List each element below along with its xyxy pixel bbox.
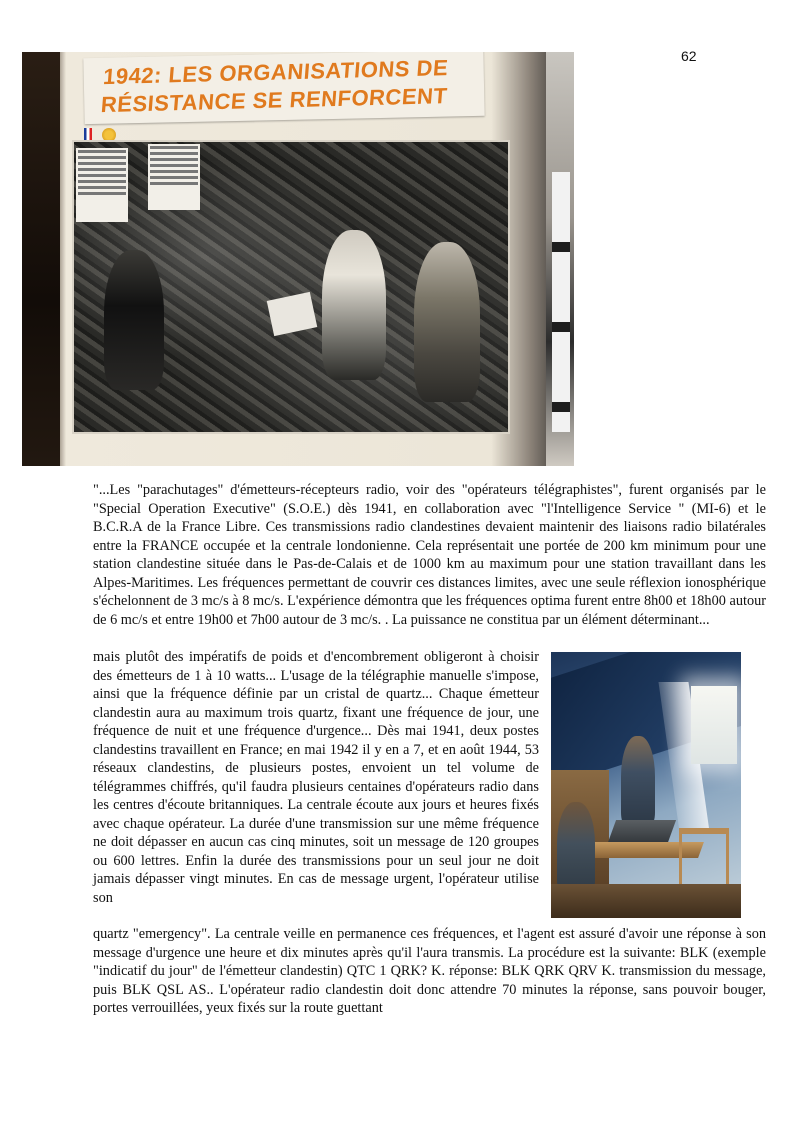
illustration-window [691,686,737,764]
exhibit-banner-title [100,53,494,119]
bottom-paragraph-text: quartz "emergency". La centrale veille en permanence ces fréquences, et l'agent est assuré d'avoir une réponse à son message d'urgence une heure et dix minutes après qu'il l'aura transmis. La procédure est la suivante: BLK (exemple "indicatif du jour" de l'émetteur clandestin) QTC 1 QRK? K. réponse: BLK QRK QRV K. transmission du message, puis BLK QSL AS.. L'opérateur radio clandestin doit donc attendre 70 minutes la réponse, sans pouvoir bouger, portes verrouillées, yeux fixés sur la route guettant [93,926,766,1016]
exhibit-caption-block [76,148,128,222]
french-flag-icon [84,128,92,140]
banner-line-2: RÉSISTANCE SE RENFORCENT [100,83,449,118]
intro-paragraph [93,481,766,629]
illustration-standing-man [621,736,655,826]
banner-line-1: 1942: LES ORGANISATIONS DE [102,55,450,90]
left-column-paragraph [93,648,539,907]
intro-paragraph-text: "...Les "parachutages" d'émetteurs-récepteurs radio, voir des "opérateurs télégraphistes", furent organisés par le "Special Operation Executive" (S.O.E.) dès 1941, en collaboration avec "l'Intelligence Service " (MI-6) et le B.C.R.A de la France Libre. Ces transmissions radio clandestines devaient maintenir des liaisons radio bilatérales entre la FRANCE occupée et la centrale londonienne. Cela représentait une portée de 200 km minimum pour une station clandestine située dans le Pas-de-Calais et de 1000 km au maximum pour une station travaillant dans les Alpes-Maritimes. Les fréquences permettant de couvrir ces distances limites, avec une seule réflexion ionosphérique s'échelonnent de 3 mc/s à 8 mc/s. L'expérience démontra que les fréquences optima furent entre 8h00 et 18h00 autour de 6 mc/s et entre 19h00 et 7h00 autour de 3 mc/s. . La puissance ne constitua par un élément déterminant... [93,482,766,628]
illustration-floor [551,884,741,918]
museum-exhibit-photo [22,52,574,466]
photo-figure-man-right [414,242,480,402]
radio-operators-illustration [551,652,741,918]
bottom-paragraph [93,925,766,1018]
left-column-text: mais plutôt des impératifs de poids et d'encombrement obligeront à choisir des émetteurs de 1 à 10 watts... L'usage de la télégraphie manuelle s'impose, ainsi que la fréquence définie par un cristal de quartz... Chaque émetteur clandestin aura au maximum trois quartz, fixant une fréquence de jour, une fréquence de nuit et une fréquence d'urgence... Dès mai 1941, deux postes clandestins travaillent en France; en mai 1942 il y en a 7, et en août 1944, 53 réseaux clandestins, de plusieurs postes, envoient un tel volume de télégrammes chiffrés, qu'il faudra plusieurs centaines d'opérateurs radio dans les centres d'écoute britanniques. La centrale écoute aux jours et heures fixés avec chaque opérateur. La durée d'une transmission sur une même fréquence ne doit dépasser en aucun cas cinq minutes, soit un message de 120 groupes ou 600 lettres. Enfin la durée des transmissions pour un seul jour ne doit jamais dépasser vingt minutes. En cas de message urgent, l'opérateur utilise son [93,649,539,906]
photo-dark-edge [22,52,60,466]
photo-right-strip [552,172,570,432]
illustration-seated-operator [557,802,595,894]
exhibit-caption-block [148,144,200,210]
page-number: 62 [681,48,697,64]
photo-figure-man-left [104,250,164,390]
photo-figure-woman-operator [322,230,386,380]
